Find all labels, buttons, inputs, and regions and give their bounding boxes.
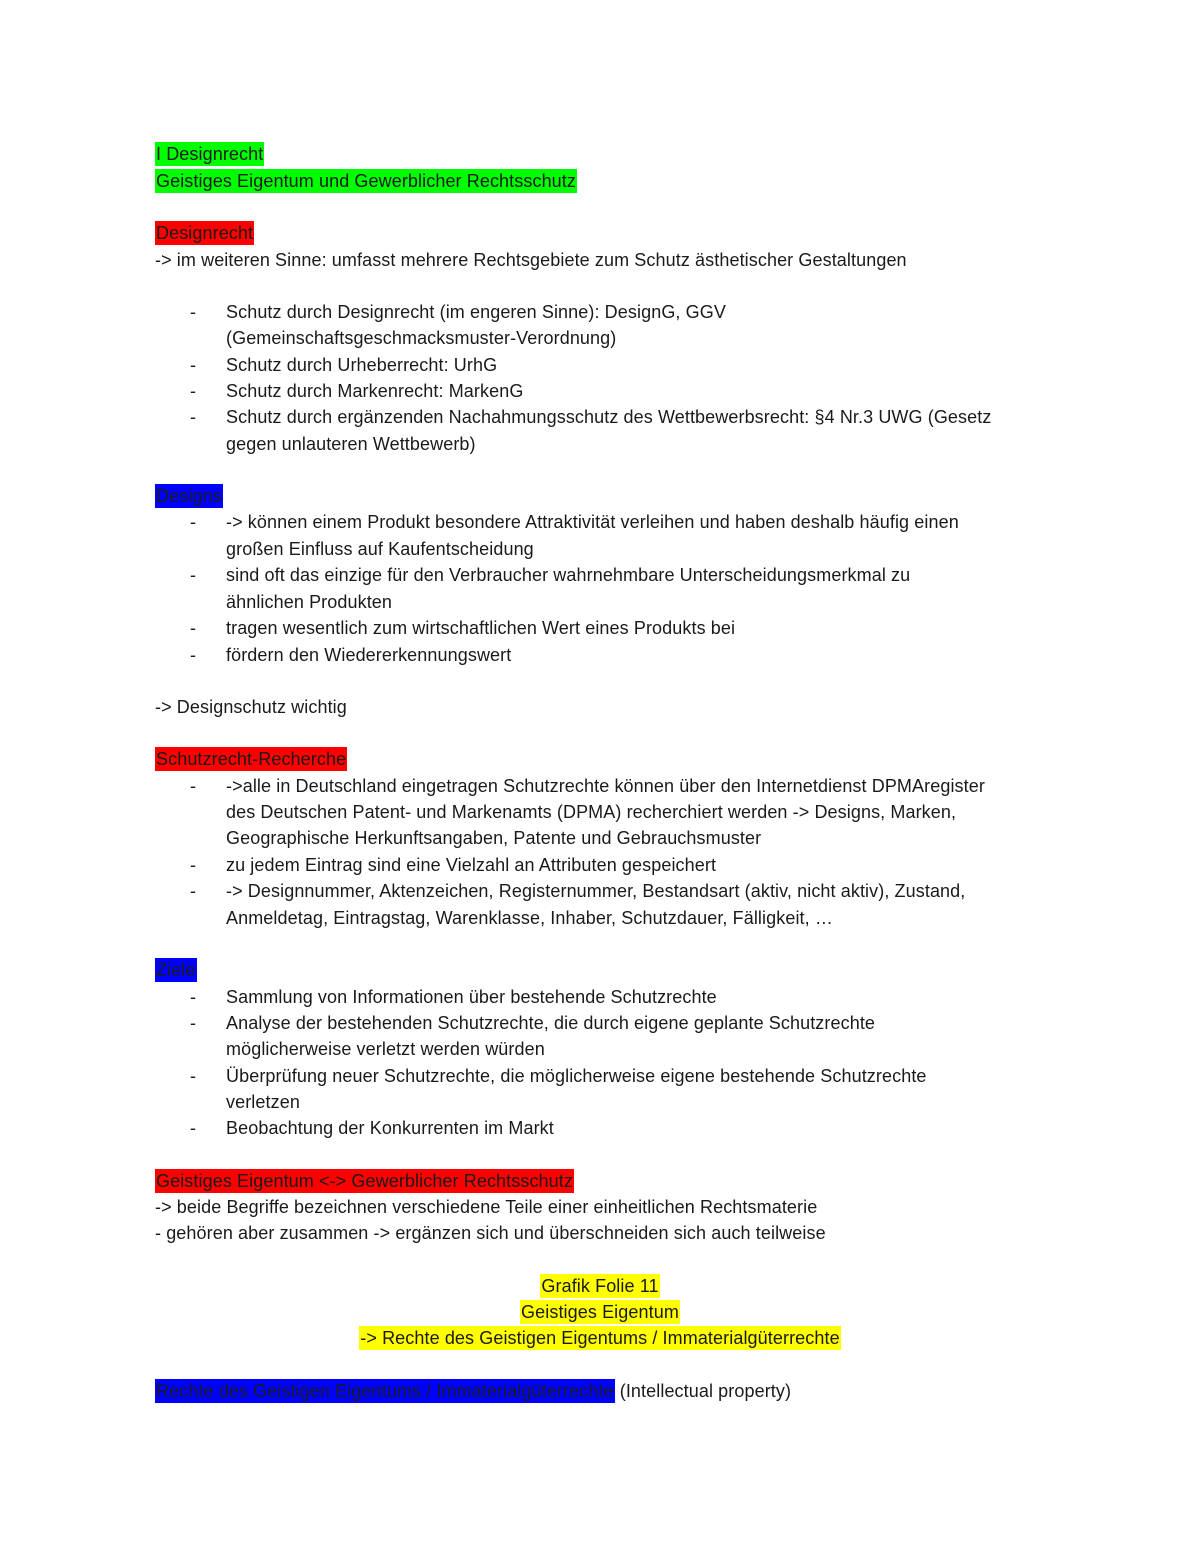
list-item: des Deutschen Patent- und Markenamts (DPMA) recherchiert werden -> Designs, Marken, [226,802,957,822]
list-item: Schutz durch ergänzenden Nachahmungsschutz des Wettbewerbsrecht: §4 Nr.3 UWG (Gesetz [226,407,992,427]
rechte-suffix: (Intellectual property) [614,1381,792,1401]
list-item: ähnlichen Produkten [226,592,393,612]
bullet-marker: - [190,381,196,401]
list-item: Schutz durch Designrecht (im engeren Sinne): DesignG, GGV [226,302,726,322]
bullet-marker: - [190,565,196,585]
geistiges-line-2: - gehören aber zusammen -> ergänzen sich und überschneiden sich auch teilweise [155,1223,826,1243]
list-item: zu jedem Eintrag sind eine Vielzahl an Attributen gespeichert [226,855,717,875]
bullet-marker: - [190,1013,196,1033]
heading-schutzrecht-recherche: Schutzrecht-Recherche [156,749,347,769]
list-item: verletzen [226,1092,300,1112]
heading-designrecht: Designrecht [156,223,254,243]
designs-conclusion: -> Designschutz wichtig [155,697,347,717]
bullet-marker: - [190,881,196,901]
heading-geistiges-eigentum: Geistiges Eigentum <-> Gewerblicher Rechtsschutz [156,1171,573,1191]
list-item: Sammlung von Informationen über bestehende Schutzrechte [226,987,717,1007]
list-item: Schutz durch Urheberrecht: UrhG [226,355,498,375]
bullet-marker: - [190,855,196,875]
list-item: Beobachtung der Konkurrenten im Markt [226,1118,554,1138]
list-item: Geographische Herkunftsangaben, Patente und Gebrauchsmuster [226,828,762,848]
heading-ziele: Ziele [156,960,196,980]
list-item: Anmeldetag, Eintragstag, Warenklasse, Inhaber, Schutzdauer, Fälligkeit, … [226,908,833,928]
bullet-marker: - [190,512,196,532]
geistiges-line-1: -> beide Begriffe bezeichnen verschiedene Teile einer einheitlichen Rechtsmaterie [155,1197,818,1217]
list-item: großen Einfluss auf Kaufentscheidung [226,539,534,559]
bullet-marker: - [190,302,196,322]
heading-rechte: Rechte des Geistigen Eigentums / Immaterialgüterrechte (Intellectual property) [156,1381,792,1401]
doc-title: I Designrecht [156,144,264,164]
list-item: möglicherweise verletzt werden würden [226,1039,545,1059]
list-item: sind oft das einzige für den Verbraucher wahrnehmbare Unterscheidungsmerkmal zu [226,565,911,585]
heading-designs: Designs [156,486,222,506]
list-item: Überprüfung neuer Schutzrechte, die möglicherweise eigene bestehende Schutzrechte [226,1066,927,1086]
grafik-line-1: Grafik Folie 11 [541,1276,659,1296]
doc-subtitle: Geistiges Eigentum und Gewerblicher Rechtsschutz [156,171,576,191]
list-item: tragen wesentlich zum wirtschaftlichen Wert eines Produkts bei [226,618,736,638]
list-item: (Gemeinschaftsgeschmacksmuster-Verordnung) [226,328,617,348]
list-item: -> Designnummer, Aktenzeichen, Registernummer, Bestandsart (aktiv, nicht aktiv), Zustand, [226,881,966,901]
list-item: gegen unlauteren Wettbewerb) [226,434,476,454]
bullet-marker: - [190,645,196,665]
list-item: Analyse der bestehenden Schutzrechte, die durch eigene geplante Schutzrechte [226,1013,876,1033]
bullet-marker: - [190,1118,196,1138]
bullet-marker: - [190,407,196,427]
bullet-marker: - [190,1066,196,1086]
list-item: Schutz durch Markenrecht: MarkenG [226,381,524,401]
grafik-line-3: -> Rechte des Geistigen Eigentums / Immaterialgüterrechte [360,1328,840,1348]
list-item: ->alle in Deutschland eingetragen Schutzrechte können über den Internetdienst DPMAregister [226,776,985,796]
bullet-marker: - [190,776,196,796]
bullet-marker: - [190,355,196,375]
bullet-marker: - [190,618,196,638]
list-item: fördern den Wiedererkennungswert [226,645,512,665]
designrecht-intro: -> im weiteren Sinne: umfasst mehrere Rechtsgebiete zum Schutz ästhetischer Gestaltungen [155,250,907,270]
list-item: -> können einem Produkt besondere Attraktivität verleihen und haben deshalb häufig einen [226,512,959,532]
grafik-line-2: Geistiges Eigentum [521,1302,679,1322]
bullet-marker: - [190,987,196,1007]
